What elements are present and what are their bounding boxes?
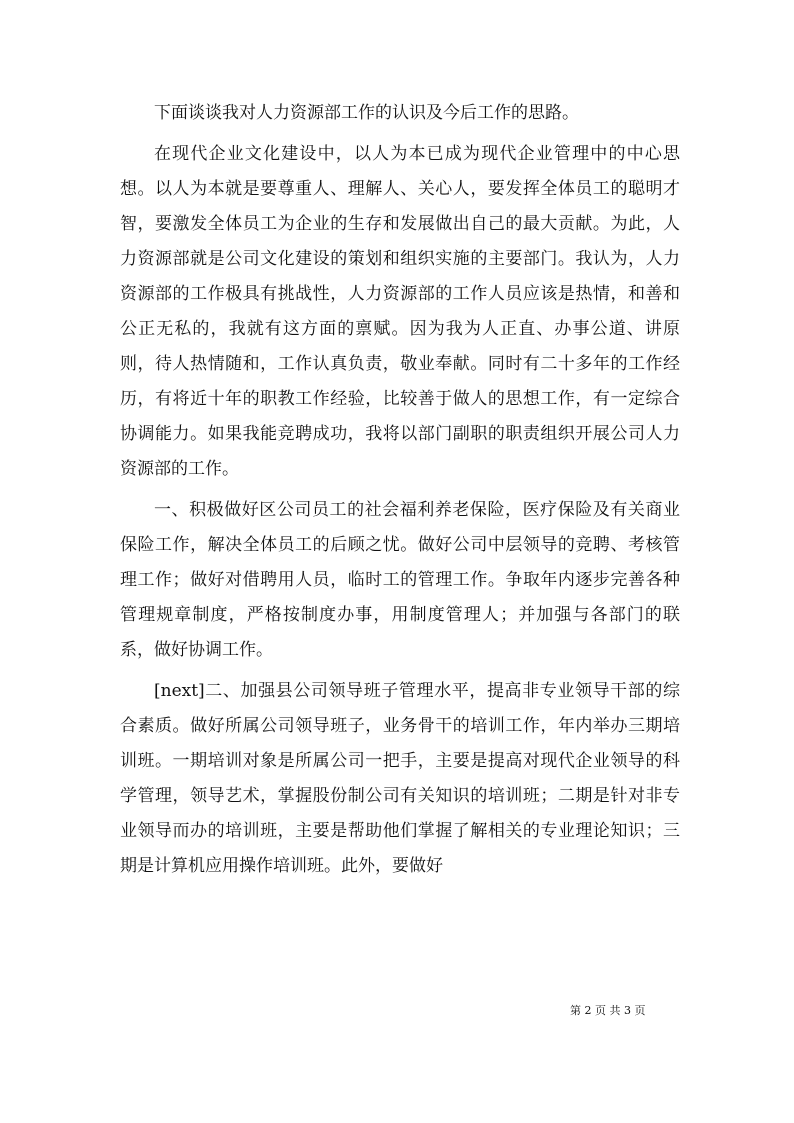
- document-body: [120, 96, 680, 890]
- paragraph-point-one: 一、积极做好区公司员工的社会福利养老保险，医疗保险及有关商业保险工作，解决全体员工的后顾之忧。做好公司中层领导的竞聘、考核管理工作；做好对借聘用人员，临时工的管理工作。争取年内逐步完善各种管理规章制度，严格按制度办事，用制度管理人；并加强与各部门的联系，做好协调工作。: [120, 500, 680, 660]
- paragraph-intro: 下面谈谈我对人力资源部工作的认识及今后工作的思路。: [154, 103, 579, 123]
- page-number: 第 2 页 共 3 页: [570, 1004, 646, 1017]
- paragraph-culture: 在现代企业文化建设中，以人为本已成为现代企业管理中的中心思想。以人为本就是要尊重人、理解人、关心人，要发挥全体员工的聪明才智，要激发全体员工为企业的生存和发展做出自己的最大贡献。为此，人力资源部就是公司文化建设的策划和组织实施的主要部门。我认为，人力资源部的工作极具有挑战性，人力资源部的工作人员应该是热情，和善和公正无私的，我就有这方面的禀赋。因为我为人正直、办事公道、讲原则，待人热情随和，工作认真负责，敬业奉献。同时有二十多年的工作经历，有将近十年的职教工作经验，比较善于做人的思想工作，有一定综合协调能力。如果我能竞聘成功，我将以部门副职的职责组织开展公司人力资源部的工作。: [120, 144, 680, 479]
- paragraph-point-two: [next]二、加强县公司领导班子管理水平，提高非专业领导干部的综合素质。做好所属公司领导班子，业务骨干的培训工作，年内举办三期培训班。一期培训对象是所属公司一把手，主要是提高对现代企业领导的科学管理，领导艺术，掌握股份制公司有关知识的培训班；二期是针对非专业领导而办的培训班，主要是帮助他们掌握了解相关的专业理论知识；三期是计算机应用操作培训班。此外，要做好: [120, 681, 680, 876]
